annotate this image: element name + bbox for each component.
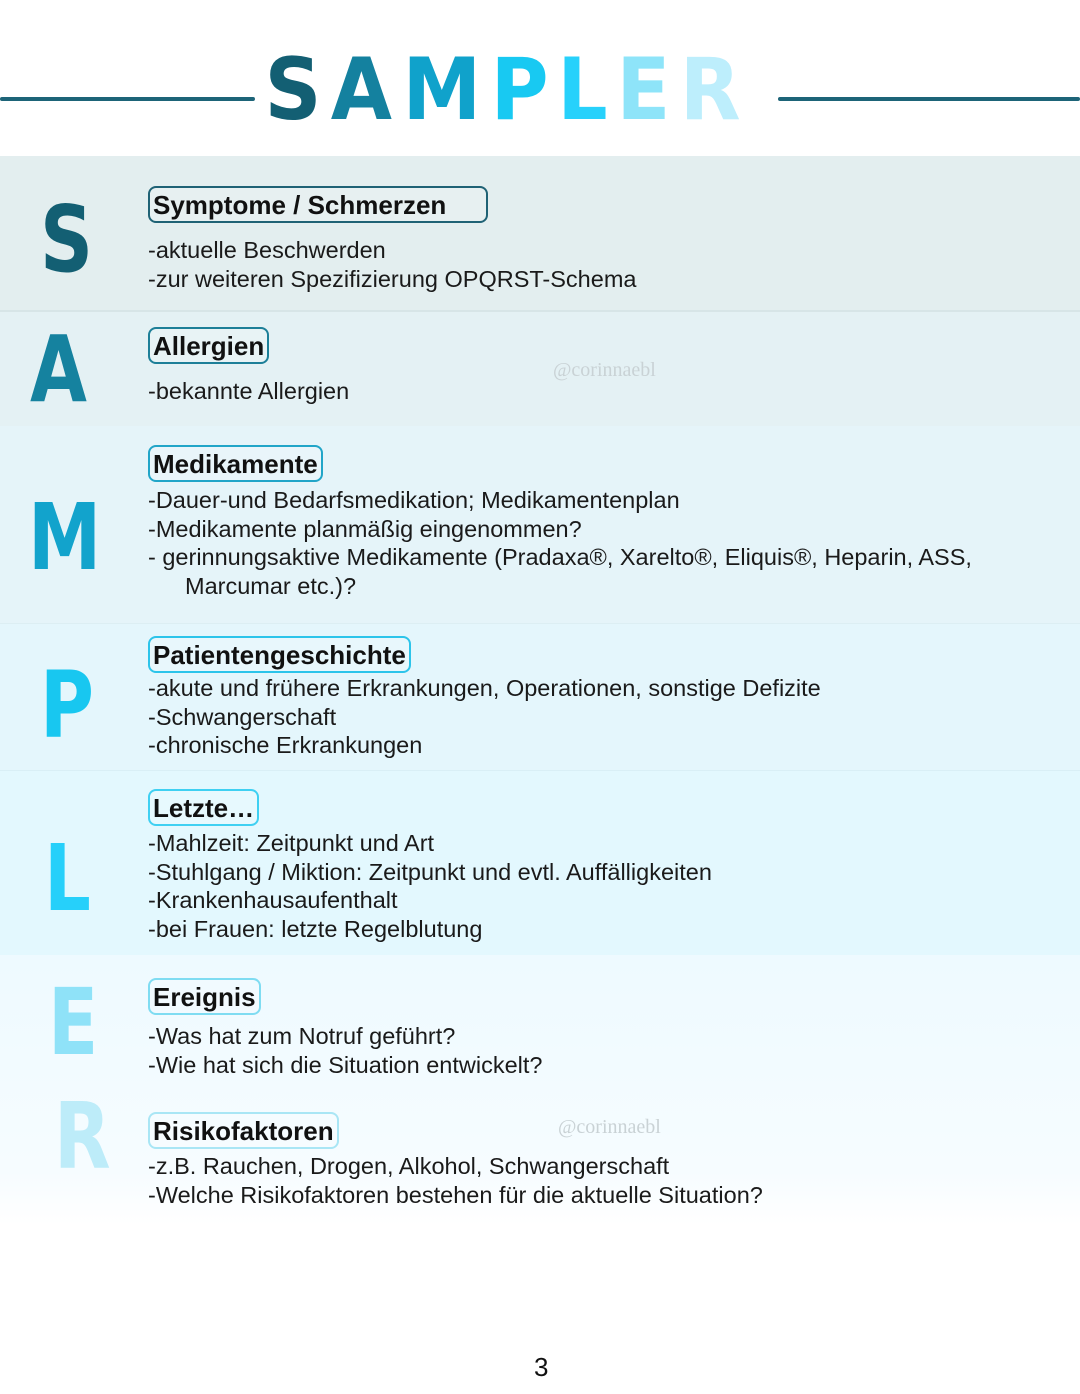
title-letter-a: A — [330, 40, 394, 140]
section-letter-r: R — [54, 1083, 111, 1190]
section-label-symptome: Symptome / Schmerzen — [148, 186, 488, 223]
section-label-patientengeschichte: Patientengeschichte — [148, 636, 411, 673]
title-letter-e: E — [616, 40, 673, 140]
section-allergien — [0, 312, 1080, 426]
line: -akute und frühere Erkrankungen, Operationen, sonstige Defizite — [148, 675, 821, 701]
section-label-allergien: Allergien — [148, 327, 269, 364]
section-lines-symptome — [148, 236, 636, 293]
section-letter-l: L — [44, 825, 91, 932]
section-label-letzte: Letzte… — [148, 789, 259, 826]
page-header — [0, 0, 1080, 156]
watermark: @corinnaebl — [553, 359, 656, 381]
line: -Welche Risikofaktoren bestehen für die aktuelle Situation? — [148, 1181, 763, 1208]
section-lines-allergien — [148, 377, 349, 406]
section-lines-medikamente — [148, 486, 972, 600]
line: -chronische Erkrankungen — [148, 732, 423, 758]
line: -Dauer-und Bedarfsmedikation; Medikamentenplan — [148, 487, 680, 513]
header-rule-right — [778, 97, 1080, 101]
line: -Mahlzeit: Zeitpunkt und Art — [148, 830, 435, 856]
section-label-ereignis: Ereignis — [148, 978, 261, 1015]
section-letter-m: M — [28, 484, 102, 591]
line: Marcumar etc.)? — [185, 572, 357, 599]
line: -Was hat zum Notruf geführt? — [148, 1023, 456, 1049]
section-letter-a: A — [30, 316, 87, 423]
page-number: 3 — [534, 1352, 549, 1382]
section-label-medikamente: Medikamente — [148, 445, 323, 482]
section-medikamente — [0, 426, 1080, 623]
line: -Stuhlgang / Miktion: Zeitpunkt und evtl. Auffälligkeiten — [148, 858, 712, 885]
title-letter-p: P — [490, 40, 551, 140]
title-letter-s: S — [264, 40, 324, 140]
line: -Schwangerschaft — [148, 703, 337, 730]
line: -bei Frauen: letzte Regelblutung — [148, 915, 483, 942]
line: -Medikamente planmäßig eingenommen? — [148, 515, 582, 542]
section-letzte — [0, 770, 1080, 956]
line: -Wie hat sich die Situation entwickelt? — [148, 1051, 543, 1078]
page-title — [262, 40, 745, 140]
title-letter-r: R — [679, 40, 743, 140]
section-patientengeschichte — [0, 623, 1080, 771]
line: -zur weiteren Spezifizierung OPQRST-Schema — [148, 265, 637, 292]
section-lines-ereignis — [148, 1022, 542, 1079]
line: - gerinnungsaktive Medikamente (Pradaxa®, Xarelto®, Eliquis®, Heparin, ASS, — [148, 544, 972, 570]
watermark: @corinnaebl — [558, 1116, 661, 1138]
section-lines-risikofaktoren — [148, 1152, 763, 1209]
section-letter-e: E — [48, 969, 99, 1076]
line: -Krankenhausaufenthalt — [148, 887, 398, 913]
section-label-risikofaktoren: Risikofaktoren — [148, 1112, 339, 1149]
line: -aktuelle Beschwerden — [148, 237, 386, 263]
header-rule-left — [0, 97, 255, 101]
line: -bekannte Allergien — [148, 378, 350, 404]
title-letter-l: L — [557, 40, 610, 140]
section-symptome — [0, 156, 1080, 312]
section-ereignis-risikofaktoren — [0, 955, 1080, 1225]
line: -z.B. Rauchen, Drogen, Alkohol, Schwangerschaft — [148, 1153, 670, 1179]
section-letter-p: P — [40, 652, 94, 759]
section-lines-patientengeschichte — [148, 674, 821, 760]
section-letter-s: S — [40, 186, 94, 293]
section-lines-letzte — [148, 829, 712, 943]
title-letter-m: M — [402, 40, 483, 140]
